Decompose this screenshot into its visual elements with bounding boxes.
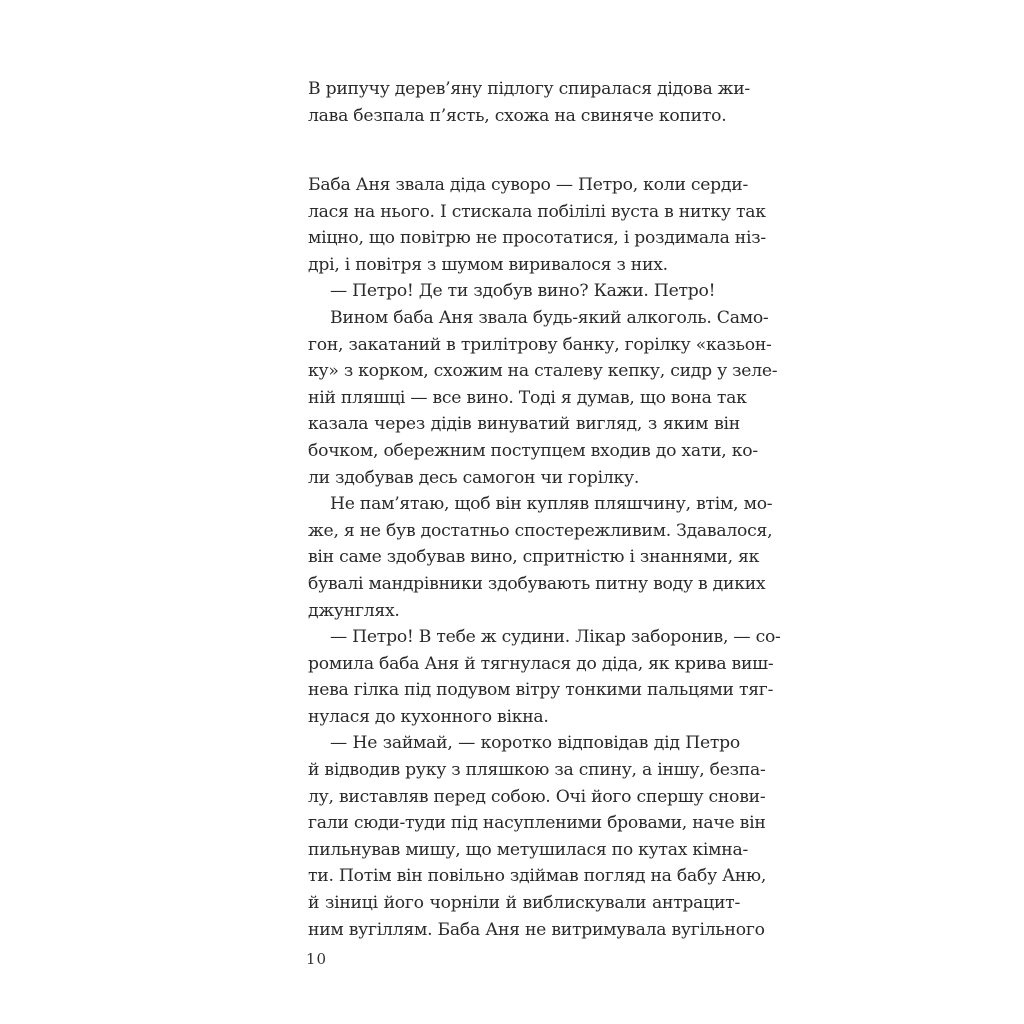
text-line: ку» з корком, схожим на сталеву кепку, сидр у зеле-: [308, 361, 778, 382]
text-line: — Петро! В тебе ж судини. Лікар заборонив, — со-: [330, 627, 781, 648]
text-line: бувалі мандрівники здобувають питну воду в диких: [308, 573, 766, 594]
text-line: нулася до кухонного вікна.: [308, 706, 549, 727]
page-number: 10: [306, 950, 328, 968]
text-line: нева гілка під подувом вітру тонкими пальцями тяг-: [308, 680, 774, 701]
text-line: ній пляшці — все вино. Тоді я думав, що вона так: [308, 387, 747, 408]
text-line: він саме здобував вино, спритністю і знаннями, як: [308, 547, 760, 568]
text-line: казала через дідів винуватий вигляд, з яким він: [308, 414, 740, 435]
text-line: джунглях.: [308, 600, 400, 621]
text-line: бочком, обережним поступцем входив до хати, ко-: [308, 440, 758, 461]
text-line: гали сюди-туди під насупленими бровами, наче він: [308, 813, 766, 834]
text-line: пильнував мишу, що метушилася по кутах кімна-: [308, 839, 749, 860]
text-line: ти. Потім він повільно здіймав погляд на бабу Аню,: [308, 866, 767, 887]
text-line: лава безпала п’ясть, схожа на свиняче копито.: [308, 105, 727, 126]
text-line: Вином баба Аня звала будь-який алкоголь. Само-: [330, 307, 769, 328]
text-line: лу, виставляв перед собою. Очі його спершу снови-: [308, 786, 766, 807]
text-line: ли здобував десь самогон чи горілку.: [308, 467, 640, 488]
text-line: Не пам’ятаю, щоб він купляв пляшчину, втім, мо-: [330, 494, 773, 515]
text-line: лася на нього. І стискала побілілі вуста в нитку так: [308, 201, 766, 222]
text-line: же, я не був достатньо спостережливим. Здавалося,: [308, 520, 773, 541]
main-text: [308, 172, 781, 943]
text-line: ним вугіллям. Баба Аня не витримувала вугільного: [308, 919, 765, 940]
text-line: й відводив руку з пляшкою за спину, а іншу, безпа-: [308, 760, 766, 781]
text-line: Баба Аня звала діда суворо — Петро, коли серди-: [308, 175, 749, 195]
text-line: В рипучу дерев’яну підлогу спиралася дідова жи-: [308, 79, 750, 99]
text-line: — Не займай, — коротко відповідав дід Петро: [330, 733, 740, 754]
text-line: ромила баба Аня й тягнулася до діда, як крива виш-: [308, 653, 774, 674]
text-line: — Петро! Де ти здобув вино? Кажи. Петро!: [330, 281, 716, 302]
text-line: гон, закатаний в трилітрову банку, горілку «казьон-: [308, 334, 772, 355]
text-line: й зіниці його чорніли й виблискували антрацит-: [308, 893, 740, 914]
top-paragraph: [308, 76, 750, 129]
text-line: дрі, і повітря з шумом виривалося з них.: [308, 254, 668, 275]
text-line: міцно, що повітрю не просотатися, і роздимала ніз-: [308, 228, 766, 249]
